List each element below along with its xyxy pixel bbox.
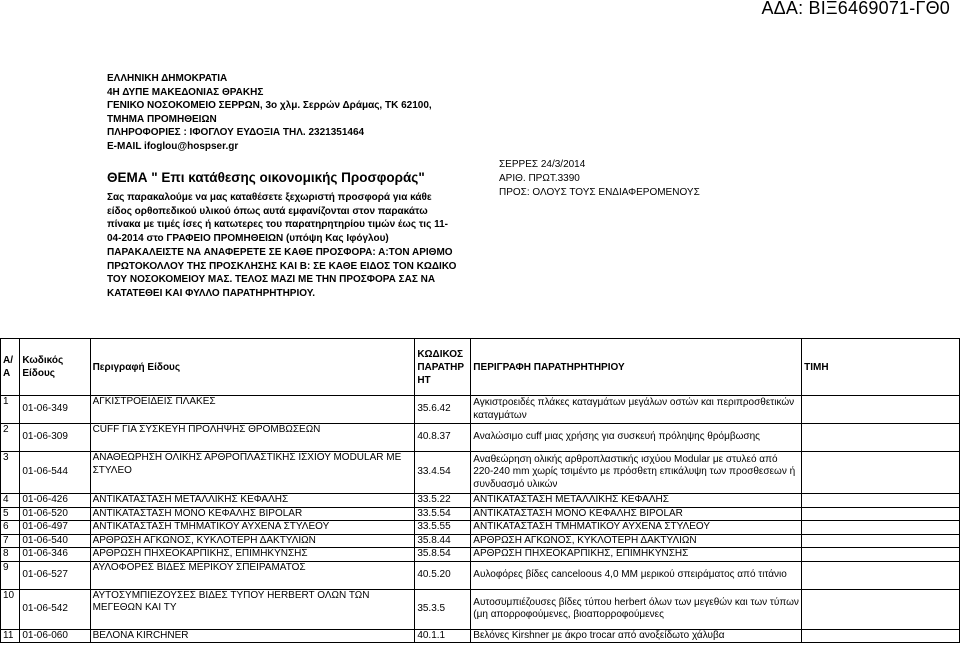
observatory-description: ΑΡΘΡΩΣΗ ΠΗΧΕΟΚΑΡΠΙΚΗΣ, ΕΠΙΜΗΚΥΝΣΗΣ (471, 548, 802, 562)
observatory-description: ΑΝΤΙΚΑΤΑΣΤΑΣΗ ΤΜΗΜΑΤΙΚΟΥ ΑΥΧΕΝΑ ΣΤΥΛΕΟΥ (471, 521, 802, 535)
item-description: ΑΡΘΡΩΣΗ ΑΓΚΩΝΟΣ, ΚΥΚΛΟΤΕΡΗ ΔΑΚΤΥΛΙΩΝ (90, 534, 415, 548)
item-code: 01-06-542 (20, 589, 90, 629)
table-row (1, 534, 960, 548)
row-number: 6 (1, 521, 20, 535)
observatory-description: Αγκιστροειδές πλάκες καταγμάτων μεγάλων οστών και περιπροσθετικών καταγμάτων (471, 396, 802, 424)
observatory-description: Αυτοσυμπιέζουσες βίδες τύπου herbert όλων των μεγεθών και των τύπων (μη απορροφούμενες, βιοαπορροφούμενες (471, 589, 802, 629)
header-line: ΓΕΝΙΚΟ ΝΟΣΟΚΟΜΕΙΟ ΣΕΡΡΩΝ, 3ο χλμ. Σερρών Δράμας, ΤΚ 62100, (107, 100, 432, 112)
observatory-code: 33.5.22 (415, 494, 471, 508)
header-line: ΕΛΛΗΝΙΚΗ ΔΗΜΟΚΡΑΤΙΑ (107, 73, 228, 84)
header-description: Περιγραφή Είδους (90, 339, 415, 396)
price-cell (802, 548, 960, 562)
item-code: 01-06-346 (20, 548, 90, 562)
header-line: E-MAIL ifoglou@hospser.gr (107, 140, 239, 152)
item-code: 01-06-349 (20, 396, 90, 424)
protocol-number: ΑΡΙΘ. ΠΡΩΤ.3390 (499, 173, 580, 184)
price-cell (802, 424, 960, 452)
row-number: 5 (1, 507, 20, 521)
observatory-description: ΑΝΤΙΚΑΤΑΣΤΑΣΗ ΜΕΤΑΛΛΙΚΗΣ ΚΕΦΑΛΗΣ (471, 494, 802, 508)
observatory-code: 33.5.54 (415, 507, 471, 521)
item-code: 01-06-520 (20, 507, 90, 521)
table-row (1, 452, 960, 494)
item-code: 01-06-060 (20, 629, 90, 643)
table-row (1, 548, 960, 562)
table-body (1, 396, 960, 643)
observatory-code: 35.8.44 (415, 534, 471, 548)
item-description: ΑΡΘΡΩΣΗ ΠΗΧΕΟΚΑΡΠΙΚΗΣ, ΕΠΙΜΗΚΥΝΣΗΣ (90, 548, 415, 562)
observatory-code: 40.1.1 (415, 629, 471, 643)
observatory-description: Βελόνες Kirshner με άκρο trocar από ανοξείδωτο χάλυβα (471, 629, 802, 643)
item-description: ΑΥΛΟΦΟΡΕΣ ΒΙΔΕΣ ΜΕΡΙΚΟΥ ΣΠΕΙΡΑΜΑΤΟΣ (90, 561, 415, 589)
recipient-line: ΠΡΟΣ: ΟΛΟΥΣ ΤΟΥΣ ΕΝΔΙΑΦΕΡΟΜΕΝΟΥΣ (499, 187, 700, 198)
observatory-description: ΑΝΤΙΚΑΤΑΣΤΑΣΗ ΜΟΝΟ ΚΕΦΑΛΗΣ BIPOLAR (471, 507, 802, 521)
ada-stamp: ΑΔΑ: ΒΙΞ6469071-ΓΘ0 (761, 0, 950, 18)
observatory-description: Αναθεώρηση ολικής αρθροπλαστικής ισχύου Modular με στυλεό από 220-240 mm χωρίς τσιμέντο με πρόσθετη επικάλυψη των προσθεσεων ή συνδυασμό υλικών (471, 452, 802, 494)
item-code: 01-06-544 (20, 452, 90, 494)
item-description: ΑΝΤΙΚΑΤΑΣΤΑΣΗ ΜΟΝΟ ΚΕΦΑΛΗΣ BIPOLAR (90, 507, 415, 521)
item-code: 01-06-309 (20, 424, 90, 452)
item-code: 01-06-527 (20, 561, 90, 589)
price-cell (802, 507, 960, 521)
price-cell (802, 534, 960, 548)
item-description: ΑΝΤΙΚΑΤΑΣΤΑΣΗ ΜΕΤΑΛΛΙΚΗΣ ΚΕΦΑΛΗΣ (90, 494, 415, 508)
row-number: 3 (1, 452, 20, 494)
header-line: ΠΛΗΡΟΦΟΡΙΕΣ : ΙΦΟΓΛΟΥ ΕΥΔΟΞΙΑ ΤΗΛ. 2321351464 (107, 127, 365, 139)
header-line: 4Η ΔΥΠΕ ΜΑΚΕΔΟΝΙΑΣ ΘΡΑΚΗΣ (107, 86, 264, 98)
row-number: 9 (1, 561, 20, 589)
table-row (1, 507, 960, 521)
price-cell (802, 589, 960, 629)
header-observatory-description: ΠΕΡΙΓΡΑΦΗ ΠΑΡΑΤΗΡΗΤΗΡΙΟΥ (471, 339, 802, 396)
observatory-description: Αυλοφόρες βίδες cancelοous 4,0 MM μερικού σπειράματος από τιτάνιο (471, 561, 802, 589)
price-cell (802, 561, 960, 589)
price-cell (802, 452, 960, 494)
header-observatory-code: ΚΩΔΙΚΟΣ ΠΑΡΑΤΗΡ ΗΤ (415, 339, 471, 396)
table-row (1, 561, 960, 589)
row-number: 4 (1, 494, 20, 508)
observatory-code: 40.8.37 (415, 424, 471, 452)
item-code: 01-06-497 (20, 521, 90, 535)
row-number: 11 (1, 629, 20, 643)
observatory-code: 35.6.42 (415, 396, 471, 424)
document-topic: ΘΕΜΑ " Επι κατάθεσης οικονομικής Προσφοράς" (107, 170, 425, 185)
date-line: ΣΕΡΡΕΣ 24/3/2014 (499, 159, 586, 170)
price-cell (802, 629, 960, 643)
table-row (1, 494, 960, 508)
item-description: CUFF ΓΙΑ ΣΥΣΚΕΥΗ ΠΡΟΛΗΨΗΣ ΘΡΟΜΒΩΣΕΩΝ (90, 424, 415, 452)
table-row (1, 424, 960, 452)
item-code: 01-06-426 (20, 494, 90, 508)
price-cell (802, 494, 960, 508)
item-description: ΑΝΑΘΕΩΡΗΣΗ ΟΛΙΚΗΣ ΑΡΘΡΟΠΛΑΣΤΙΚΗΣ ΙΣΧΙΟΥ MODULAR ΜΕ ΣΤΥΛΕΟ (90, 452, 415, 494)
observatory-code: 33.4.54 (415, 452, 471, 494)
header-code: Κωδικός Είδους (20, 339, 90, 396)
header-price: ΤΙΜΗ (802, 339, 960, 396)
row-number: 7 (1, 534, 20, 548)
header-aa: Α/Α (1, 339, 20, 396)
item-code: 01-06-540 (20, 534, 90, 548)
observatory-code: 35.3.5 (415, 589, 471, 629)
observatory-description: Αναλώσιμο cuff μιας χρήσης για συσκευή πρόληψης θρόμβωσης (471, 424, 802, 452)
item-description: ΑΝΤΙΚΑΤΑΣΤΑΣΗ ΤΜΗΜΑΤΙΚΟΥ ΑΥΧΕΝΑ ΣΤΥΛΕΟΥ (90, 521, 415, 535)
price-cell (802, 521, 960, 535)
header-line: ΤΜΗΜΑ ΠΡΟΜΗΘΕΙΩΝ (107, 113, 217, 125)
observatory-code: 33.5.55 (415, 521, 471, 535)
sender-header (107, 72, 432, 154)
item-description: ΒΕΛΟΝΑ KIRCHNER (90, 629, 415, 643)
recipient-block (499, 158, 700, 200)
observatory-code: 40.5.20 (415, 561, 471, 589)
row-number: 1 (1, 396, 20, 424)
table-row (1, 396, 960, 424)
table-header-row (1, 339, 960, 396)
observatory-description: ΑΡΘΡΩΣΗ ΑΓΚΩΝΟΣ, ΚΥΚΛΟΤΕΡΗ ΔΑΚΤΥΛΙΩΝ (471, 534, 802, 548)
row-number: 2 (1, 424, 20, 452)
row-number: 10 (1, 589, 20, 629)
table-row (1, 629, 960, 643)
table-row (1, 521, 960, 535)
table-row (1, 589, 960, 629)
items-table (0, 338, 960, 643)
row-number: 8 (1, 548, 20, 562)
item-description: ΑΥΤΟΣΥΜΠΙΕΖΟΥΣΕΣ ΒΙΔΕΣ ΤΥΠΟΥ HERBERT ΟΛΩΝ ΤΩΝ ΜΕΓΕΘΩΝ ΚΑΙ ΤΥ (90, 589, 415, 629)
item-description: ΑΓΚΙΣΤΡΟΕΙΔΕΙΣ ΠΛΑΚΕΣ (90, 396, 415, 424)
price-cell (802, 396, 960, 424)
body-text: Σας παρακαλούμε να μας καταθέσετε ξεχωριστή προσφορά για κάθε είδος ορθοπεδικού υλικού όπως αυτά εμφανίζονται στον παρακάτω πίνακα με τιμές ίσες ή κατωτερες του παρατηρητηρίου τιμών έως τις 11-04-2014 στο ΓΡΑΦΕΙΟ ΠΡΟΜΗΘΕΙΩΝ (υπόψη Κας Ιφόγλου) ΠΑΡΑΚΑΛΕΙΣΤΕ ΝΑ ΑΝΑΦΕΡΕΤΕ ΣΕ ΚΑΘΕ ΠΡΟΣΦΟΡΑ: Α:ΤΟΝ ΑΡΙΘΜΟ ΠΡΩΤΟΚΟΛΛΟΥ ΤΗΣ ΠΡΟΣΚΛΗΣΗΣ ΚΑΙ Β: ΣΕ ΚΑΘΕ ΕΙΔΟΣ ΤΟΝ ΚΩΔΙΚΟ ΤΟΥ ΝΟΣΟΚΟΜΕΙΟΥ ΜΑΣ. ΤΕΛΟΣ ΜΑΖΙ ΜΕ ΤΗΝ ΠΡΟΣΦΟΡΑ ΣΑΣ ΝΑ ΚΑΤΑΤΕΘΕΙ ΚΑΙ ΦΥΛΛΟ ΠΑΡΑΤΗΡΗΤΗΡΙΟΥ. (107, 192, 457, 299)
observatory-code: 35.8.54 (415, 548, 471, 562)
